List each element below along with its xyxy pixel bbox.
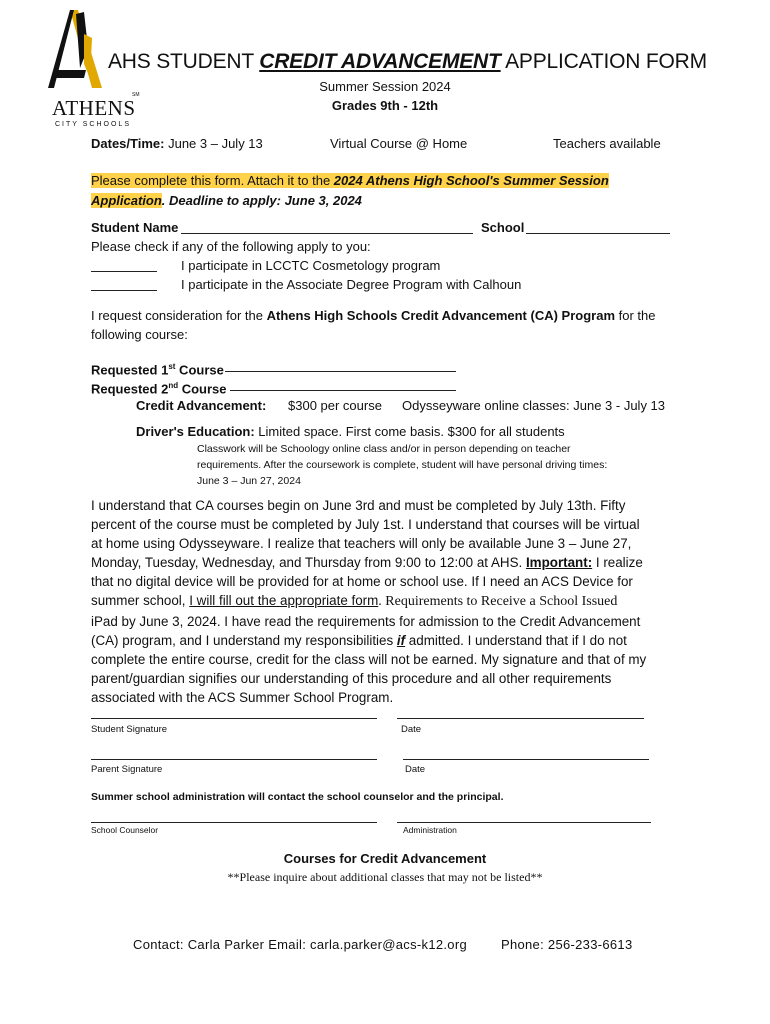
course-location: Virtual Course @ Home [330, 136, 468, 151]
request-intro-c: for the [615, 308, 656, 323]
service-mark: SM [132, 92, 140, 98]
course2-field[interactable] [230, 390, 456, 391]
title-emphasis: CREDIT ADVANCEMENT [259, 50, 501, 73]
de-note-2: requirements. After the coursework is complete, student will have personal driving times: [197, 459, 608, 471]
agreement-line: percent of the course must be completed by July 1st. I understand that courses will be virtual [91, 517, 640, 533]
course1-field[interactable] [225, 371, 456, 372]
notice-text-1b: 2024 Athens High School's Summer Session [333, 173, 609, 188]
administration-label: Administration [403, 825, 457, 835]
agreement-line [91, 591, 646, 611]
de-row [136, 422, 565, 441]
agreement-text: summer school, [91, 593, 190, 609]
parent-signature-field[interactable] [91, 759, 377, 760]
counselor-field[interactable] [91, 822, 377, 823]
title-prefix: AHS STUDENT [108, 50, 260, 73]
de-note-3: June 3 – Jun 27, 2024 [197, 475, 301, 487]
notice-line-1 [91, 171, 609, 190]
agreement-line [91, 553, 646, 572]
teachers-available: Teachers available [553, 136, 661, 151]
course1-sup: st [168, 362, 176, 371]
school-field[interactable] [526, 233, 670, 234]
logo-subtitle: CITY SCHOOLS [55, 121, 131, 128]
request-intro-b: Athens High Schools Credit Advancement (CA) Program [266, 308, 616, 323]
contact-phone: Phone: 256-233-6613 [501, 937, 633, 952]
agreement-line: iPad by June 3, 2024. I have read the requirements for admission to the Credit Advancement [91, 613, 641, 629]
course2-label [91, 376, 227, 398]
option-1-label: I participate in LCCTC Cosmetology program [181, 258, 441, 273]
student-signature-label: Student Signature [91, 724, 168, 735]
agreement-line: at home using Odysseyware. I realize that teachers will only be available June 3 – June 27, [91, 536, 632, 552]
date2-label: Date [405, 764, 426, 775]
student-name-label: Student Name [91, 220, 179, 235]
agreement-line [91, 631, 646, 650]
course1-suffix: Course [175, 362, 224, 378]
dates-row [91, 134, 263, 153]
agreement-line: complete the entire course, credit for the class will not be earned. My signature and that of my [91, 651, 647, 667]
ca-price: $300 per course [288, 398, 382, 413]
request-intro-a: I request consideration for the [91, 308, 267, 323]
ca-label: Credit Advancement: [136, 398, 267, 413]
grades: Grades 9th - 12th [331, 98, 439, 113]
agreement-text: I realize [592, 555, 643, 571]
form-title [108, 50, 707, 74]
important-label: Important: [525, 555, 593, 571]
request-intro [91, 306, 655, 325]
option-2-checkline[interactable] [91, 290, 157, 291]
option-1-checkline[interactable] [91, 271, 157, 272]
de-label: Driver's Education: [136, 424, 255, 439]
student-signature-field[interactable] [91, 718, 377, 719]
course2-sup: nd [168, 381, 179, 390]
student-name-field[interactable] [181, 233, 473, 234]
de-desc: Limited space. First come basis. $300 for all students [254, 424, 565, 439]
agreement-line: associated with the ACS Summer School Program. [91, 689, 394, 705]
notice-text-2b: . Deadline to apply: June 3, 2024 [161, 193, 362, 208]
course2-suffix: Course [178, 381, 227, 397]
check-prompt: Please check if any of the following apply to you: [91, 239, 371, 254]
agreement-text: admitted. I understand that if I do not [405, 632, 627, 648]
admin-note: Summer school administration will contact the school counselor and the principal. [91, 791, 504, 803]
agreement-text: Monday, Tuesday, Wednesday, and Thursday from 9:00 to 12:00 at AHS. [91, 555, 526, 571]
agreement-text: . Requirements to Receive a School Issued [378, 594, 618, 610]
de-note-1: Classwork will be Schoology online class and/or in person depending on teacher [197, 443, 571, 455]
dates-value: June 3 – July 13 [168, 136, 263, 151]
agreement-paragraph [91, 496, 646, 707]
logo-name: ATHENS [52, 96, 136, 120]
counselor-label: School Counselor [91, 825, 159, 835]
agreement-line: I understand that CA courses begin on June 3rd and must be completed by July 13th. Fifty [91, 498, 626, 513]
courses-heading: Courses for Credit Advancement [283, 851, 487, 866]
date2-field[interactable] [403, 759, 649, 760]
courses-note: **Please inquire about additional classes that may not be listed** [227, 870, 543, 884]
agreement-line: parent/guardian signifies our understanding of this procedure and all other requirements [91, 670, 612, 686]
if-emphasis: if [396, 632, 406, 648]
administration-field[interactable] [397, 822, 651, 823]
agreement-text: (CA) program, and I understand my responsibilities [91, 632, 397, 648]
ca-desc: Odysseyware online classes: June 3 - July 13 [402, 398, 666, 413]
course2-text: Requested 2 [91, 381, 169, 397]
course1-text: Requested 1 [91, 362, 169, 378]
date1-field[interactable] [397, 718, 644, 719]
notice-text-1a: Please complete this form. Attach it to the [91, 173, 334, 188]
session: Summer Session 2024 [319, 79, 451, 94]
contact-info: Contact: Carla Parker Email: carla.parker@acs-k12.org [133, 937, 467, 952]
parent-signature-label: Parent Signature [91, 764, 163, 775]
appropriate-form-text: I will fill out the appropriate form [189, 593, 379, 609]
agreement-line: that no digital device will be provided for at home or school use. If I need an ACS Device for [91, 574, 633, 590]
notice-text-2a: Application [91, 193, 162, 208]
dates-label: Dates/Time: [91, 136, 165, 151]
option-2-label: I participate in the Associate Degree Program with Calhoun [181, 277, 522, 292]
notice-line-2 [91, 191, 362, 210]
date1-label: Date [401, 724, 422, 735]
school-label: School [481, 220, 525, 235]
title-suffix: APPLICATION FORM [500, 50, 707, 73]
request-intro-line2: following course: [91, 327, 188, 342]
